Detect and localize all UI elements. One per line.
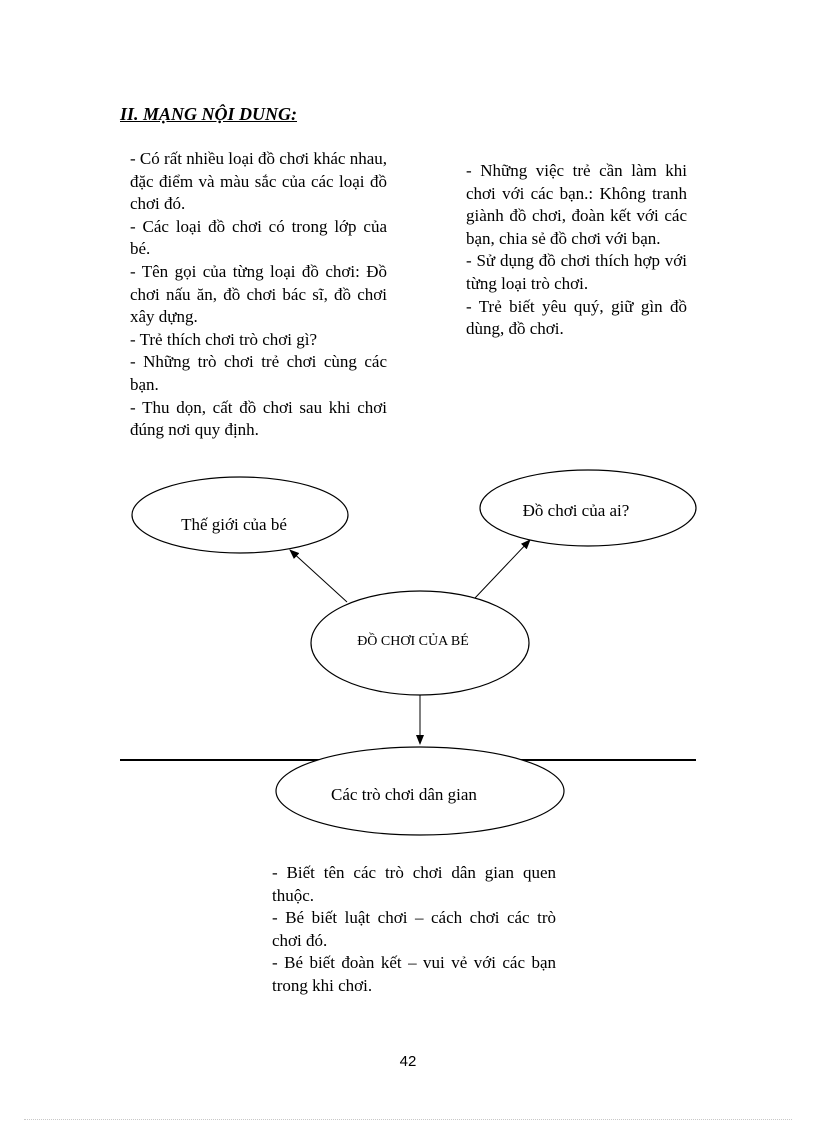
left-item: - Các loại đồ chơi có trong lớp của bé. [130,216,387,259]
arrow-to-right-node [475,540,530,598]
bottom-item: - Bé biết đoàn kết – vui vẻ với các bạn trong khi chơi. [272,953,556,995]
bottom-text-block [272,862,556,998]
page-number: 42 [399,1053,417,1070]
left-item: - Thu dọn, cất đồ chơi sau khi chơi đúng nơi quy định. [130,397,387,440]
bottom-item: - Bé biết luật chơi – cách chơi các trò chơi đó. [272,908,556,950]
left-item: - Trẻ thích chơi trò chơi gì? [130,329,318,349]
right-node-label: Đồ chơi của ai? [522,501,630,520]
center-node-label: ĐỒ CHƠI CỦA BÉ [357,634,469,649]
left-item: - Có rất nhiều loại đồ chơi khác nhau, đặc điểm và màu sắc của các loại đồ chơi đó. [130,149,387,214]
left-item: - Tên gọi của từng loại đồ chơi: Đồ chơi nấu ăn, đồ chơi bác sĩ, đồ chơi xây dựng. [130,261,387,327]
arrow-to-left-node [290,550,347,602]
bottom-item: - Biết tên các trò chơi dân gian quen thuộc. [272,863,556,905]
left-item: - Những trò chơi trẻ chơi cùng các bạn. [130,352,387,394]
left-node-label: Thế giới của bé [181,515,287,534]
footer-dotted-rule [24,1119,792,1120]
section-heading: II. MẠNG NỘI DUNG: [120,104,298,124]
right-item: - Những việc trẻ cần làm khi chơi với các bạn.: Không tranh giành đồ chơi, đoàn kết với các bạn, chia sẻ đồ chơi với bạn. [466,161,687,248]
bottom-node-label: Các trò chơi dân gian [331,785,477,804]
right-item: - Trẻ biết yêu quý, giữ gìn đồ dùng, đồ chơi. [466,296,687,339]
right-item: - Sử dụng đồ chơi thích hợp với từng loại trò chơi. [466,251,687,293]
